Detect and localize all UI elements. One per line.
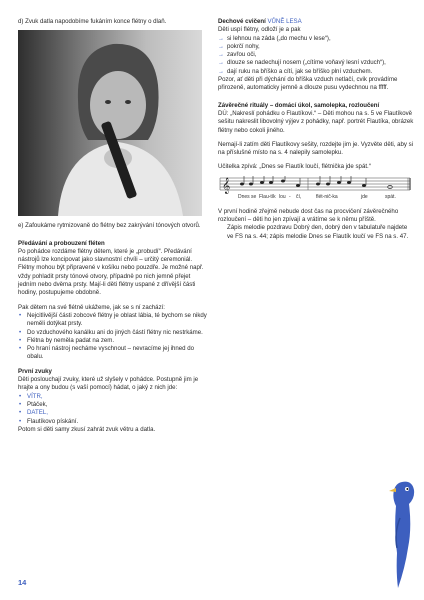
- lyric: spát.: [385, 193, 396, 200]
- treble-clef-icon: 𝄞: [222, 177, 231, 194]
- list-item: • VÍTR,: [18, 393, 208, 401]
- section-heading-distribution: Předávání a probouzení fléten: [18, 239, 105, 247]
- paragraph-teacher-sings: Učitelka zpívá: „Dnes se Flautík loučí, flétnička jde spát.“: [218, 163, 371, 171]
- sounds-list: [18, 393, 208, 426]
- lyric: -: [289, 193, 291, 200]
- breathing-note: Pozor, ať děti při dýchání do bříška vzduch netlačí, cvik provádíme přirozeně, automaticky jemně a dlouze pusu vydechnou na fffff.: [218, 76, 398, 92]
- list-item: • Flautíkovo pískání.: [18, 418, 208, 426]
- list-item: • Flétna by neměla padat na zem.: [18, 337, 208, 345]
- caption-d: d) Zvuk datla napodobíme fukáním konce flétny o dlaň.: [18, 18, 167, 25]
- list-item: → dlouze se nadechují nosem („cítíme voňavý lesní vzduch“),: [218, 59, 414, 67]
- photo-illustration: [18, 30, 202, 216]
- paragraph-try-sounds: Potom si děti samy zkusí zahrát zvuk větru a datla.: [18, 425, 156, 433]
- left-column: [18, 18, 208, 434]
- paragraph-homework: DÚ: „Nakreslí pohádku o Flautíkovi.“ – Děti mohou na s. 5 ve Flautíkově sešitu nakreslit libovolný výjev z pohádky, např. portrét Flautíka, obrázek flétny nebo cokoli jiného.: [218, 109, 414, 134]
- music-staff-svg: [218, 176, 414, 202]
- paragraph-handling-intro: Pak dětem na své flétně ukážeme, jak se s ní zachází:: [18, 303, 166, 311]
- paragraph-notation-refs: Zápis melodie pozdravu Dobrý den, dobrý den v tabulatuře najdete ve FS na s. 44; zápis melodie Dnes se Flautík loučí ve FS na s. 47.: [227, 224, 409, 240]
- handling-rules-list: [18, 312, 208, 362]
- list-item: • Po hraní nástroj necháme vyschnout – nevracíme jej ihned do obalu.: [18, 345, 208, 362]
- lyric: flét-nič-ka: [316, 193, 338, 200]
- section-heading-breathing: [218, 18, 414, 26]
- list-item: → si lehnou na záda („do mechu v lese“),: [218, 35, 414, 43]
- page-number: 14: [18, 578, 27, 587]
- section-heading-first-sounds: První zvuky: [18, 367, 52, 375]
- lyric: jde: [361, 193, 368, 200]
- paragraph-first-sounds: Děti poslouchají zvuky, které už slyšely v pohádce. Postupně jim je hrajte a ony budou (s vaší pomocí) hádat, o jaký z nich jde:: [18, 376, 199, 392]
- lyric: čí,: [296, 193, 302, 200]
- lyric: lou: [279, 193, 286, 200]
- list-item: → dají ruku na bříško a cítí, jak se bříško plní vzduchem.: [218, 68, 414, 76]
- list-item: • Ptáček,: [18, 401, 208, 409]
- list-item: → pokrčí nohy,: [218, 43, 414, 51]
- breathing-title: Dechové cvičení: [218, 18, 266, 25]
- section-heading-rituals: Závěrečné rituály – domácí úkol, samolepka, rozloučení: [218, 101, 380, 109]
- breathing-intro: Děti uspí flétny, odloží je a pak: [218, 26, 301, 34]
- photo-child-with-flute: [18, 30, 202, 216]
- paragraph-notebooks: Nemají-li zatím děti Flautíkovy sešity, rozdejte jim je. Vyzvěte děti, aby si na příslušné místo na s. 4 nalepily samolepku.: [218, 140, 414, 157]
- breathing-title-tag: VŮNĚ LESA: [267, 18, 302, 25]
- breathing-steps-list: [218, 35, 414, 76]
- list-item: • Do vzduchového kanálku ani do jiných částí flétny nic nestrkáme.: [18, 329, 208, 337]
- list-item: → zavřou oči,: [218, 51, 414, 59]
- list-item: • DATEL,: [18, 409, 208, 417]
- paragraph-first-lesson: V první hodině zřejmě nebude dost čas na procvičení závěrečného rozloučení – děti ho jen zpívají a vrátíme se k němu příště.: [218, 207, 399, 224]
- lyric: Dnes se: [238, 193, 257, 200]
- music-staff: [218, 176, 414, 202]
- list-item: • Nejcitlivější části zobcové flétny je oblast lábia, té bychom se nikdy neměli dotýkat prsty.: [18, 312, 208, 329]
- caption-e: e) Zafoukáme rytmizovaně do flétny bez zakrývání tónových otvorů.: [18, 222, 201, 230]
- bird-illustration-icon: [388, 478, 418, 590]
- paragraph-distribution: Po pohádce rozdáme flétny dětem, které je „probudí“. Předávání nástrojů lze koncipovat jako slavnostní chvíli – určitý ceremoniál. Flétny mohou být připravené v košíku nebo pouzdře. Je možné např. vždy pohladit prsty tónové otvory, případně po nich jemně přejet jedním nebo dvěma prsty. Mají-li děti flétny uspané z dřívější části hodiny, postupujeme obdobně.: [18, 247, 204, 297]
- right-column: [218, 18, 414, 241]
- lyric: Flau-tík: [259, 193, 276, 200]
